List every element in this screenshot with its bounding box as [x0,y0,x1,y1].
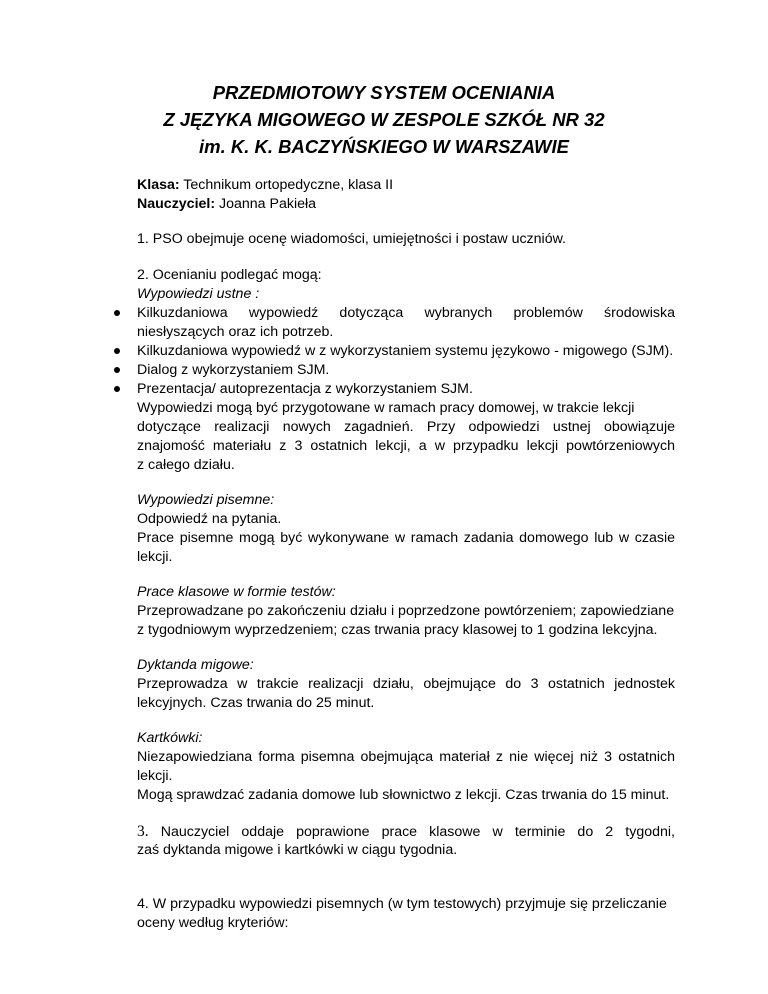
dictation-heading: Dyktanda migowe: [137,657,254,673]
section-2-heading: 2. Ocenianiu podlegać mogą: [137,267,322,283]
written-line-2: Prace pisemne mogą być wykonywane w ramach zadania domowego lub w czasie [137,530,675,546]
section-1-text: 1. PSO obejmuje ocenę wiadomości, umiejętności i postaw uczniów. [137,231,566,247]
oral-note-line-1: Wypowiedzi mogą być przygotowane w ramach pracy domowej, w trakcie lekcji [137,400,635,416]
written-line-3: lekcji. [137,549,173,565]
written-line-1: Odpowiedź na pytania. [137,511,282,527]
tests-line-2: z tygodniowym wyprzedzeniem; czas trwania pracy klasowej to 1 godzina lekcyjna. [137,622,658,638]
oral-note-line-3: znajomość materiału z 3 ostatnich lekcji, a w przypadku lekcji powtórzeniowych [137,438,675,454]
section-4-line-2: oceny według kryteriów: [137,915,289,931]
teacher-info [137,195,675,214]
quiz-line-1: Niezapowiedziana forma pisemna obejmująca materiał z nie więcej niż 3 ostatnich [137,749,675,765]
class-value: Technikum ortopedyczne, klasa II [179,177,394,193]
class-label: Klasa: [137,177,180,193]
quiz-heading: Kartkówki: [137,730,203,746]
written-heading: Wypowiedzi pisemne: [137,492,275,508]
dictation-line-1: Przeprowadza w trakcie realizacji działu, obejmujące do 3 ostatnich jednostek [137,676,675,692]
quiz-line-2: lekcji. [137,768,173,784]
bullet-dot [114,367,120,373]
section-3-number: 3. [137,823,149,840]
title-line-1: PRZEDMIOTOWY SYSTEM OCENIANIA [212,82,556,103]
title-line-3: im. K. K. BACZYŃSKIEGO W WARSZAWIE [198,136,569,157]
bullet-dot [114,310,120,316]
section-4-line-1: 4. W przypadku wypowiedzi pisemnych (w tym testowych) przyjmuje się przeliczanie [137,896,667,912]
bullet-dot [114,348,120,354]
quiz-line-3: Mogą sprawdzać zadania domowe lub słownictwo z lekcji. Czas trwania do 15 minut. [137,787,670,803]
oral-heading: Wypowiedzi ustne : [137,286,260,302]
bullet-item-1-line-1: Kilkuzdaniowa wypowiedź dotycząca wybranych problemów środowiska [137,305,675,321]
bullet-item-3: Dialog z wykorzystaniem SJM. [137,362,330,378]
section-3-line-2: zaś dyktanda migowe i kartkówki w ciągu tygodnia. [137,842,458,858]
teacher-label: Nauczyciel: [137,196,216,212]
bullet-item-1-line-2: niesłyszących oraz ich potrzeb. [137,324,334,340]
tests-line-1: Przeprowadzane po zakończeniu działu i poprzedzone powtórzeniem; zapowiedziane [137,603,675,619]
section-3-line-1 [137,822,675,841]
teacher-value: Joanna Pakieła [215,196,317,212]
oral-note-line-4: z całego działu. [137,457,235,473]
oral-note-line-2: dotyczące realizacji nowych zagadnień. Przy odpowiedzi ustnej obowiązuje [137,419,675,435]
bullet-dot [114,386,120,392]
section-3-text: Nauczyciel oddaje poprawione prace klasowe w terminie do 2 tygodni, [148,824,675,840]
bullet-item-2: Kilkuzdaniowa wypowiedź w z wykorzystaniem systemu językowo - migowego (SJM). [137,343,674,359]
title-line-2: Z JĘZYKA MIGOWEGO W ZESPOLE SZKÓŁ NR 32 [163,109,605,130]
class-info [137,176,675,195]
bullet-item-4: Prezentacja/ autoprezentacja z wykorzystaniem SJM. [137,381,473,397]
tests-heading: Prace klasowe w formie testów: [137,584,336,600]
dictation-line-2: lekcyjnych. Czas trwania do 25 minut. [137,695,375,711]
